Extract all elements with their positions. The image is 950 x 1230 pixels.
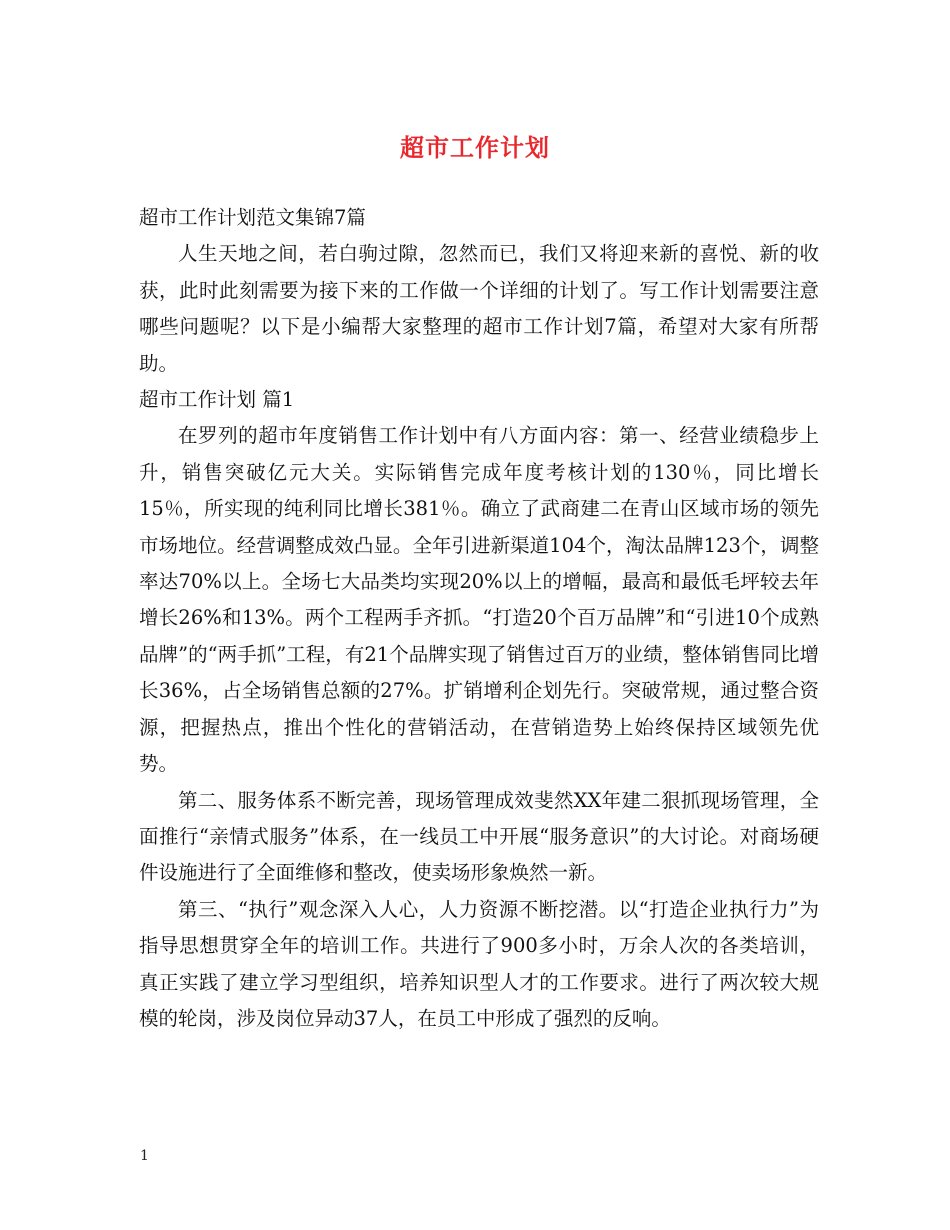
document-subtitle: 超市工作计划范文集锦7篇 bbox=[139, 206, 366, 229]
page-number: 1 bbox=[140, 1148, 149, 1164]
intro-paragraph: 人生天地之间，若白驹过隙，忽然而已，我们又将迎来新的喜悦、新的收获，此时此刻需要为接下来的工作做一个详细的计划了。写工作计划需要注意哪些问题呢？以下是小编帮大家整理的超市工作计划7篇，希望对大家有所帮助。 bbox=[139, 242, 819, 375]
body-paragraph-2: 第二、服务体系不断完善，现场管理成效斐然XX年建二狠抓现场管理，全面推行“亲情式服务”体系，在一线员工中开展“服务意识”的大讨论。对商场硬件设施进行了全面维修和整改，使卖场形象焕然一新。 bbox=[139, 788, 819, 885]
body-paragraph-1: 在罗列的超市年度销售工作计划中有八方面内容：第一、经营业绩稳步上升，销售突破亿元大关。实际销售完成年度考核计划的130％，同比增长15％，所实现的纯利同比增长381％。确立了武商建二在青山区域市场的领先市场地位。经营调整成效凸显。全年引进新渠道104个，淘汰品牌123个，调整率达70%以上。全场七大品类均实现20%以上的增幅，最高和最低毛坪较去年增长26%和13%。两个工程两手齐抓。“打造20个百万品牌”和“引进10个成熟品牌”的“两手抓”工程，有21个品牌实现了销售过百万的业绩，整体销售同比增长36%，占全场销售总额的27%。扩销增利企划先行。突破常规，通过整合资源，把握热点，推出个性化的营销活动，在营销造势上始终保持区域领先优势。 bbox=[139, 424, 819, 776]
document-title: 超市工作计划 bbox=[400, 133, 550, 162]
body-paragraph-3: 第三、“执行”观念深入人心，人力资源不断挖潜。以“打造企业执行力”为指导思想贯穿全年的培训工作。共进行了900多小时，万余人次的各类培训，真正实践了建立学习型组织，培养知识型人才的工作要求。进行了两次较大规模的轮岗，涉及岗位异动37人，在员工中形成了强烈的反响。 bbox=[139, 897, 819, 1030]
section-heading: 超市工作计划 篇1 bbox=[139, 388, 295, 412]
document-body bbox=[139, 200, 819, 1037]
